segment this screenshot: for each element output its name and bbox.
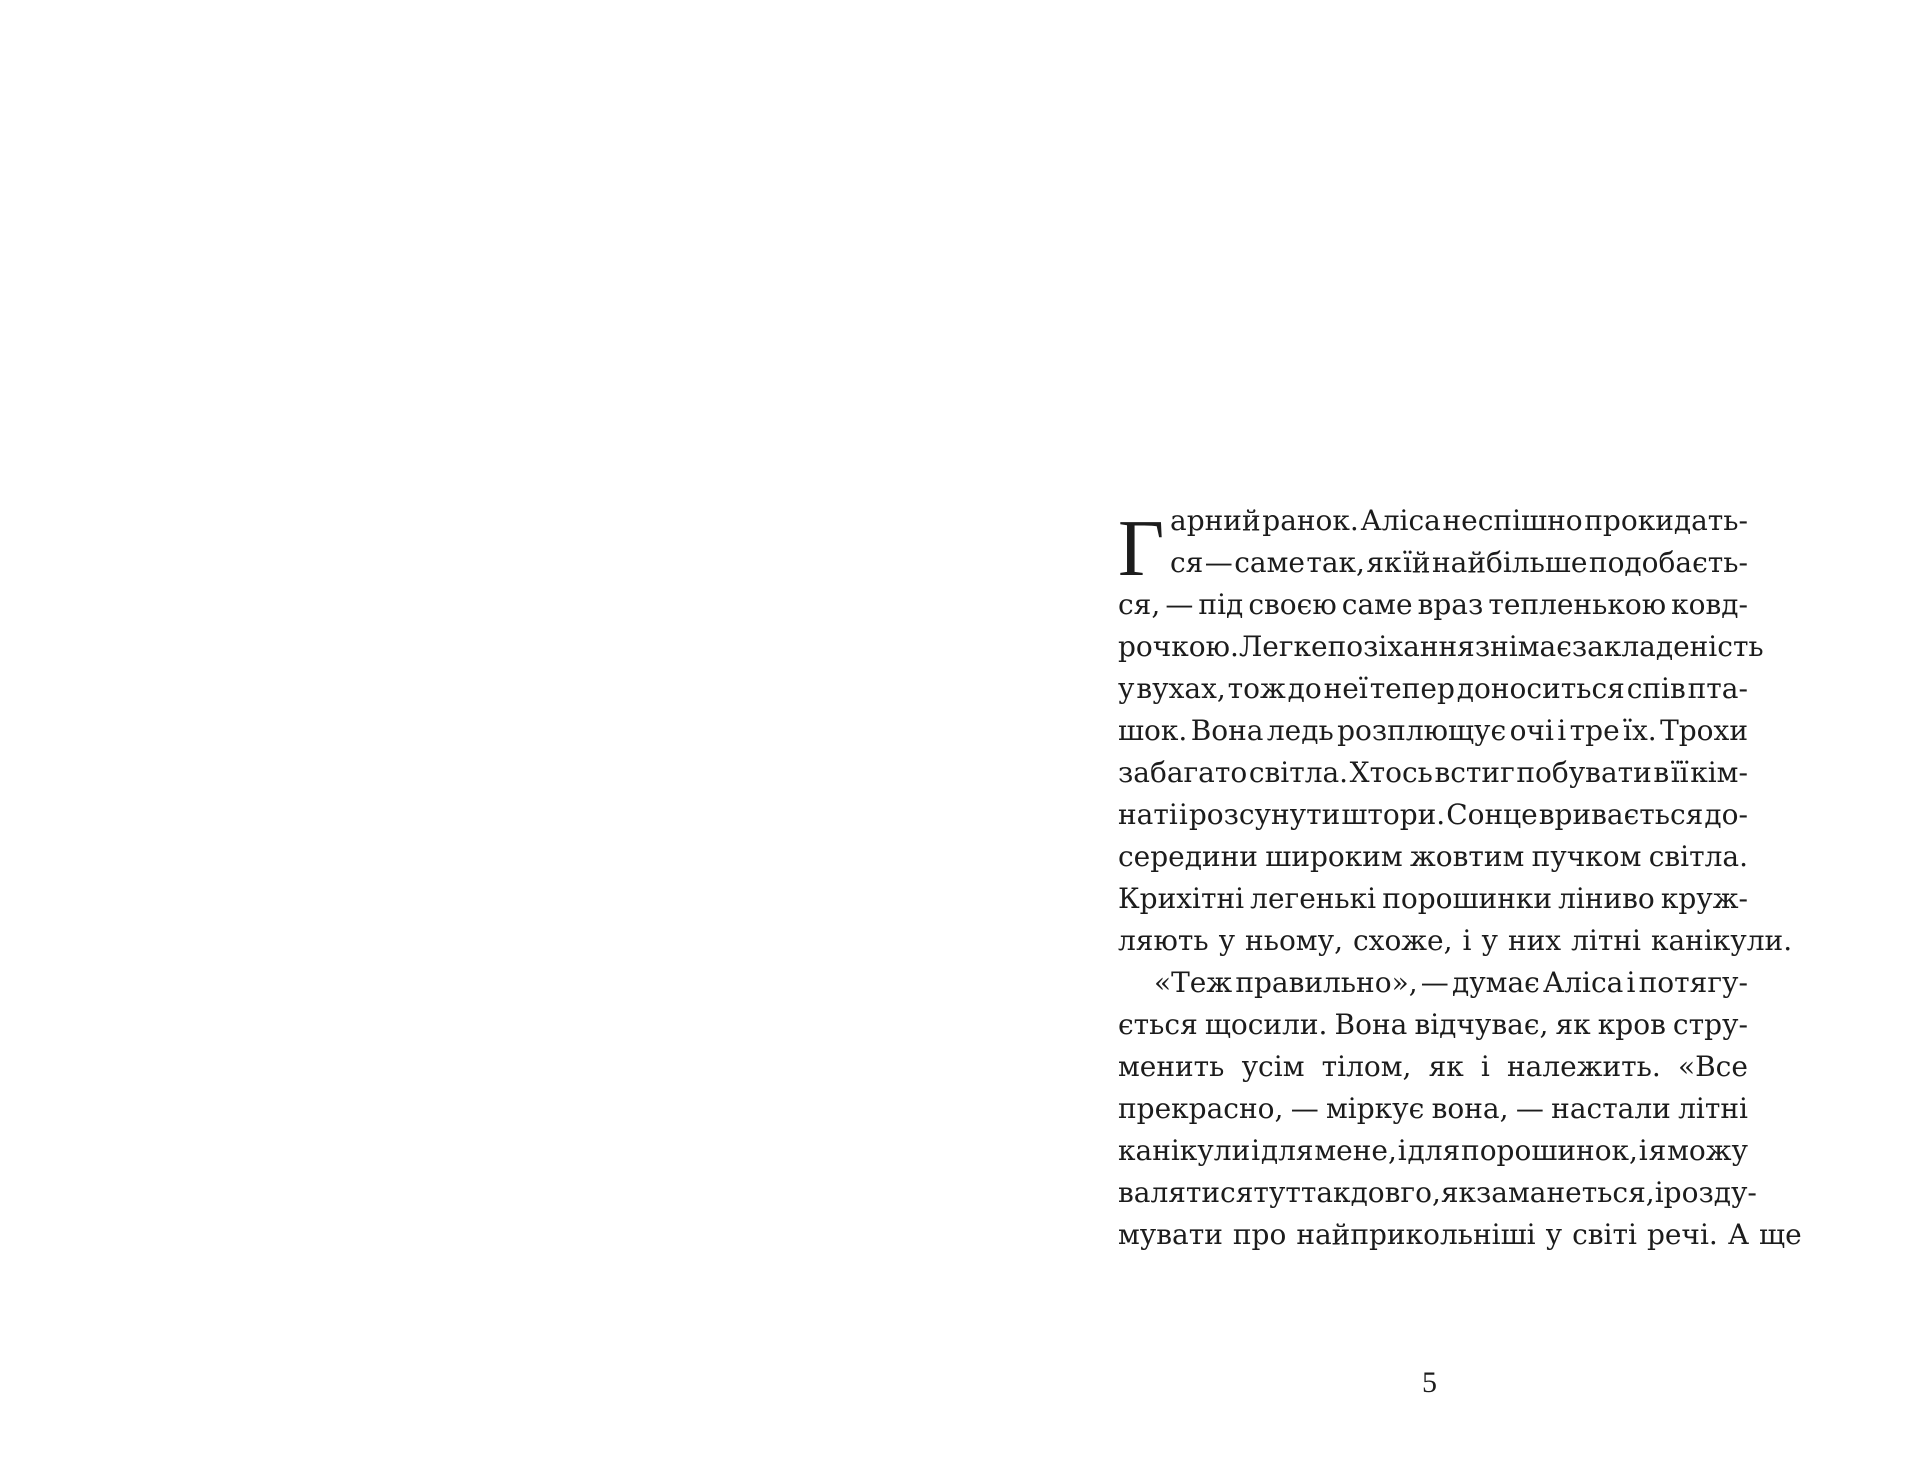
drop-cap: Г <box>1118 505 1165 593</box>
word: під <box>1198 588 1244 621</box>
word: розсунути <box>1188 798 1341 831</box>
word: штори. <box>1341 798 1446 831</box>
word: спів <box>1626 672 1686 705</box>
word: літні <box>1571 924 1641 957</box>
word: ся, <box>1118 588 1161 621</box>
word: ється <box>1118 1008 1198 1041</box>
word: порошинок, <box>1461 1134 1638 1167</box>
word: кров <box>1597 1008 1666 1041</box>
word: широким <box>1265 840 1403 873</box>
word: належить. <box>1507 1050 1661 1083</box>
word: і <box>1178 798 1188 831</box>
word: — <box>1420 966 1449 999</box>
word: них <box>1507 924 1562 957</box>
text-line <box>1118 1172 1757 1214</box>
word: і <box>1638 1134 1648 1167</box>
word: порошинки <box>1382 882 1553 915</box>
word: Легке <box>1238 630 1328 663</box>
word: заманеться, <box>1476 1176 1655 1209</box>
word: мувати <box>1118 1218 1223 1251</box>
word: тілом, <box>1321 1050 1412 1083</box>
word: до- <box>1704 798 1748 831</box>
word: і <box>1626 966 1636 999</box>
word: у <box>1218 924 1236 957</box>
word: побувати <box>1516 756 1652 789</box>
word: ранок. <box>1262 504 1359 537</box>
word: і <box>1480 1050 1490 1083</box>
word: — <box>1204 546 1233 579</box>
word: подобаєть- <box>1588 546 1748 579</box>
word: світла. <box>1248 756 1349 789</box>
word: до <box>1287 672 1322 705</box>
word: круж- <box>1660 882 1748 915</box>
word: прекрасно, <box>1118 1092 1284 1125</box>
word: позіхання <box>1327 630 1475 663</box>
word: відчуває, <box>1414 1008 1549 1041</box>
word: і <box>1462 924 1472 957</box>
word: — <box>1165 588 1194 621</box>
word: потягу- <box>1638 966 1748 999</box>
word: літні <box>1678 1092 1748 1125</box>
word: канікули. <box>1650 924 1793 957</box>
word: ковд- <box>1671 588 1748 621</box>
right-page <box>960 0 1920 1477</box>
word: «Теж <box>1154 966 1233 999</box>
word: Аліса <box>1360 504 1441 537</box>
word: — <box>1290 1092 1319 1125</box>
word: саме <box>1341 588 1413 621</box>
word: в <box>1653 756 1670 789</box>
word: у <box>1118 672 1135 705</box>
word: ще <box>1759 1218 1802 1251</box>
word: закладеність <box>1571 630 1764 663</box>
word: валятися <box>1118 1176 1254 1209</box>
word: А <box>1727 1218 1750 1251</box>
word: саме <box>1234 546 1305 579</box>
text-line <box>1118 668 1748 710</box>
word: тож <box>1227 672 1286 705</box>
word: «Все <box>1677 1050 1748 1083</box>
word: тепленькою <box>1488 588 1667 621</box>
word: розду- <box>1663 1176 1757 1209</box>
word: враз <box>1417 588 1484 621</box>
word: про <box>1232 1218 1287 1251</box>
text-line <box>1118 710 1748 752</box>
word: їх. <box>1623 714 1657 747</box>
word: тре <box>1569 714 1620 747</box>
word: для <box>1260 1134 1314 1167</box>
word: знімає <box>1474 630 1572 663</box>
word: так <box>1300 1176 1351 1209</box>
text-line <box>1118 878 1748 920</box>
text-line <box>1118 542 1748 584</box>
word: середини <box>1118 840 1258 873</box>
word: як <box>1555 1008 1591 1041</box>
word: схоже, <box>1352 924 1453 957</box>
word: канікули <box>1118 1134 1251 1167</box>
text-line <box>1118 584 1748 626</box>
word: ньому, <box>1245 924 1343 957</box>
word: Вона <box>1190 714 1264 747</box>
word: у <box>1545 1218 1563 1251</box>
word: для <box>1407 1134 1461 1167</box>
word: ліниво <box>1558 882 1655 915</box>
word: так, <box>1306 546 1365 579</box>
word: правильно», <box>1235 966 1418 999</box>
word: неспішно <box>1442 504 1583 537</box>
word: тепер <box>1369 672 1455 705</box>
word: ся <box>1170 546 1204 579</box>
word: шок. <box>1118 714 1188 747</box>
word: я <box>1648 1134 1667 1167</box>
word: думає <box>1451 966 1540 999</box>
word: менить <box>1118 1050 1225 1083</box>
word: Крихітні <box>1118 882 1245 915</box>
text-line <box>1118 920 1793 962</box>
word: арний <box>1170 504 1261 537</box>
word: як <box>1428 1050 1464 1083</box>
word: її <box>1670 756 1689 789</box>
word: Аліса <box>1543 966 1624 999</box>
text-line <box>1118 500 1748 542</box>
word: і <box>1654 1176 1664 1209</box>
word: кім- <box>1690 756 1748 789</box>
word: жовтим <box>1410 840 1525 873</box>
text-line <box>1118 1214 1802 1256</box>
word: своєю <box>1248 588 1337 621</box>
page-number: 5 <box>1422 1366 1437 1399</box>
word: доноситься <box>1456 672 1625 705</box>
text-line <box>1118 1130 1748 1172</box>
word: щосили. <box>1204 1008 1328 1041</box>
word: і <box>1251 1134 1261 1167</box>
word: рочкою. <box>1118 630 1239 663</box>
word: усім <box>1241 1050 1305 1083</box>
word: найбільше <box>1432 546 1588 579</box>
word: найприкольніші <box>1296 1218 1536 1251</box>
text-line <box>1118 962 1748 1004</box>
word: їй <box>1402 546 1431 579</box>
word: пта- <box>1687 672 1748 705</box>
word: Сонце <box>1446 798 1538 831</box>
word: міркує <box>1326 1092 1425 1125</box>
word: ледь <box>1266 714 1334 747</box>
word: наті <box>1118 798 1178 831</box>
word: світла. <box>1648 840 1748 873</box>
word: речі. <box>1646 1218 1718 1251</box>
word: можу <box>1667 1134 1748 1167</box>
word: пучком <box>1531 840 1642 873</box>
word: неї <box>1323 672 1368 705</box>
word: прокидать- <box>1584 504 1748 537</box>
word: розплющує <box>1337 714 1507 747</box>
word: — <box>1515 1092 1544 1125</box>
word: легенькі <box>1250 882 1377 915</box>
text-line <box>1118 836 1748 878</box>
word: мене, <box>1314 1134 1397 1167</box>
body-text <box>1118 500 1802 1256</box>
word: довго, <box>1350 1176 1441 1209</box>
word: вухах, <box>1136 672 1226 705</box>
word: вона, <box>1431 1092 1509 1125</box>
word: як <box>1366 546 1402 579</box>
word: настали <box>1551 1092 1671 1125</box>
text-line <box>1118 1088 1748 1130</box>
text-line <box>1118 1046 1748 1088</box>
word: вривається <box>1538 798 1704 831</box>
word: стру- <box>1672 1008 1748 1041</box>
word: тут <box>1253 1176 1301 1209</box>
text-line <box>1118 626 1764 668</box>
word: забагато <box>1118 756 1248 789</box>
word: і <box>1557 714 1567 747</box>
word: Вона <box>1334 1008 1408 1041</box>
text-line <box>1118 794 1748 836</box>
word: світі <box>1572 1218 1637 1251</box>
text-line <box>1118 752 1748 794</box>
word: як <box>1440 1176 1477 1209</box>
word: і <box>1397 1134 1407 1167</box>
word: у <box>1481 924 1498 957</box>
word: Трохи <box>1660 714 1748 747</box>
text-line <box>1118 1004 1748 1046</box>
word: очі <box>1509 714 1554 747</box>
word: встиг <box>1434 756 1515 789</box>
word: Хтось <box>1349 756 1433 789</box>
word: ляють <box>1118 924 1209 957</box>
